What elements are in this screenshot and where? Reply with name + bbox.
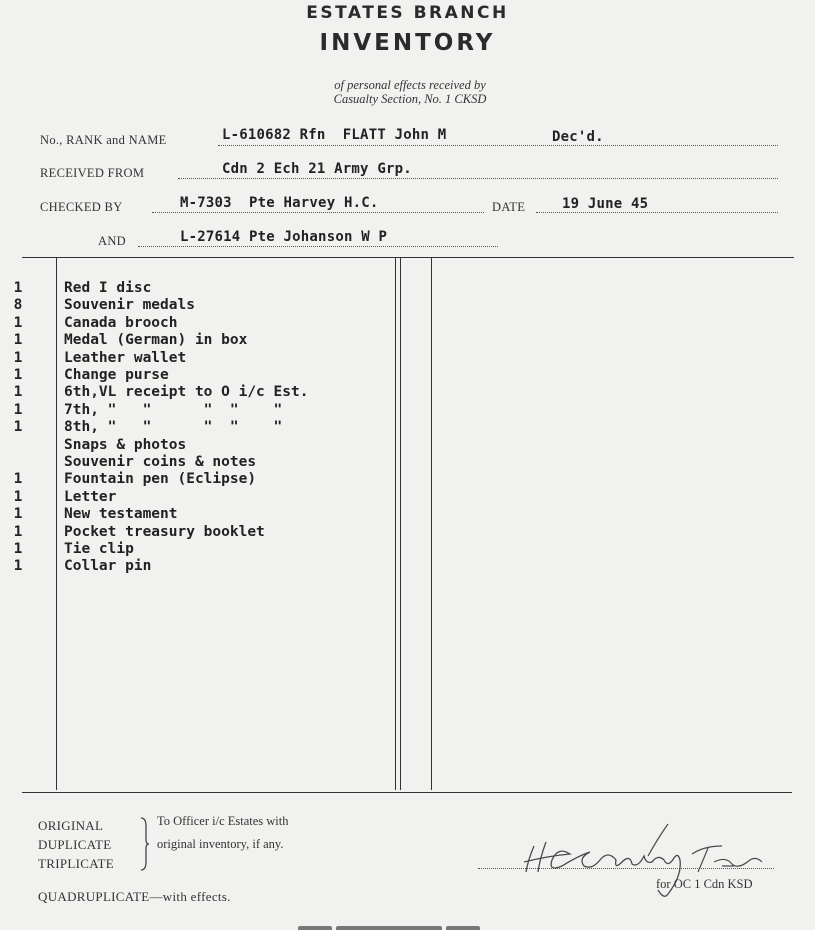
item-desc: Souvenir medals	[64, 297, 195, 314]
name-dotted-line	[218, 145, 778, 146]
item-desc: 8th, " " " " "	[64, 419, 283, 436]
branch-heading: ESTATES BRANCH	[306, 3, 509, 23]
copy-triplicate-label: TRIPLICATE	[38, 856, 114, 871]
item-desc: Medal (German) in box	[64, 332, 248, 349]
checked-by-value: M-7303 Pte Harvey H.C.	[180, 195, 379, 211]
item-qty: 1	[13, 332, 23, 349]
item-qty: 1	[13, 314, 23, 331]
routing-note-line-1: To Officer i/c Estates with	[157, 814, 289, 828]
table-bottom-rule	[22, 792, 792, 793]
item-desc: Red I disc	[64, 280, 152, 296]
copy-quadruplicate-label: QUADRUPLICATE—with effects.	[38, 889, 231, 904]
and-label: AND	[98, 234, 126, 248]
item-desc: Letter	[64, 488, 117, 505]
name-value: L-610682 Rfn FLATT John M	[222, 127, 447, 143]
subtitle-line-1: of personal effects received by	[334, 78, 486, 92]
item-qty: 1	[13, 367, 23, 383]
date-label: DATE	[492, 200, 526, 214]
and-value: L-27614 Pte Johanson W P	[180, 229, 388, 245]
item-qty: 8	[13, 297, 23, 314]
item-desc: Tie clip	[64, 541, 134, 557]
column-divider-1	[395, 258, 396, 790]
item-qty: 1	[13, 558, 23, 575]
received-from-label: RECEIVED FROM	[40, 166, 145, 180]
column-divider-2	[400, 258, 401, 790]
item-qty: 1	[13, 349, 23, 366]
viewer-scrollbar-left[interactable]	[298, 926, 332, 930]
item-desc: Canada brooch	[64, 314, 178, 331]
copy-duplicate-label: DUPLICATE	[38, 837, 112, 852]
qty-column-divider	[56, 258, 57, 790]
item-qty: 1	[13, 523, 23, 540]
viewer-scrollbar-right[interactable]	[446, 926, 480, 930]
item-qty: 1	[13, 401, 23, 418]
form-title: INVENTORY	[319, 30, 496, 56]
column-divider-3	[431, 258, 432, 790]
signed-for-label: for OC 1 Cdn KSD	[656, 877, 753, 891]
checked-dotted-line	[152, 212, 484, 213]
item-qty: 1	[13, 541, 23, 557]
item-qty: 1	[13, 506, 23, 523]
item-desc: Collar pin	[64, 558, 152, 575]
item-desc: Pocket treasury booklet	[64, 523, 265, 540]
checked-by-label: CHECKED BY	[40, 200, 123, 214]
date-value: 19 June 45	[562, 196, 649, 212]
item-qty: 1	[13, 384, 23, 401]
item-desc: Snaps & photos	[64, 436, 187, 453]
item-qty: 1	[13, 280, 23, 296]
item-desc: New testament	[64, 506, 178, 523]
item-qty: 1	[13, 488, 23, 505]
item-desc: Change purse	[64, 367, 169, 383]
received-from-value: Cdn 2 Ech 21 Army Grp.	[222, 161, 412, 177]
routing-note-line-2: original inventory, if any.	[157, 837, 284, 851]
date-dotted-line	[536, 212, 778, 213]
received-dotted-line	[178, 178, 778, 179]
item-desc: 7th, " " " " "	[64, 401, 283, 418]
item-qty: 1	[13, 419, 23, 436]
item-qty: 1	[13, 471, 23, 488]
footer-brace	[138, 816, 150, 872]
item-desc: 6th,VL receipt to O i/c Est.	[64, 384, 309, 401]
item-desc: Fountain pen (Eclipse)	[64, 471, 257, 488]
status-value: Dec'd.	[552, 129, 604, 145]
item-desc: Souvenir coins & notes	[64, 454, 257, 470]
name-label: No., RANK and NAME	[40, 133, 167, 147]
subtitle-line-2: Casualty Section, No. 1 CKSD	[333, 92, 487, 106]
item-desc: Leather wallet	[64, 349, 187, 366]
copy-original-label: ORIGINAL	[38, 818, 104, 833]
table-top-rule	[22, 257, 794, 258]
viewer-scrollbar-thumb[interactable]	[336, 926, 442, 930]
and-dotted-line	[138, 246, 498, 247]
